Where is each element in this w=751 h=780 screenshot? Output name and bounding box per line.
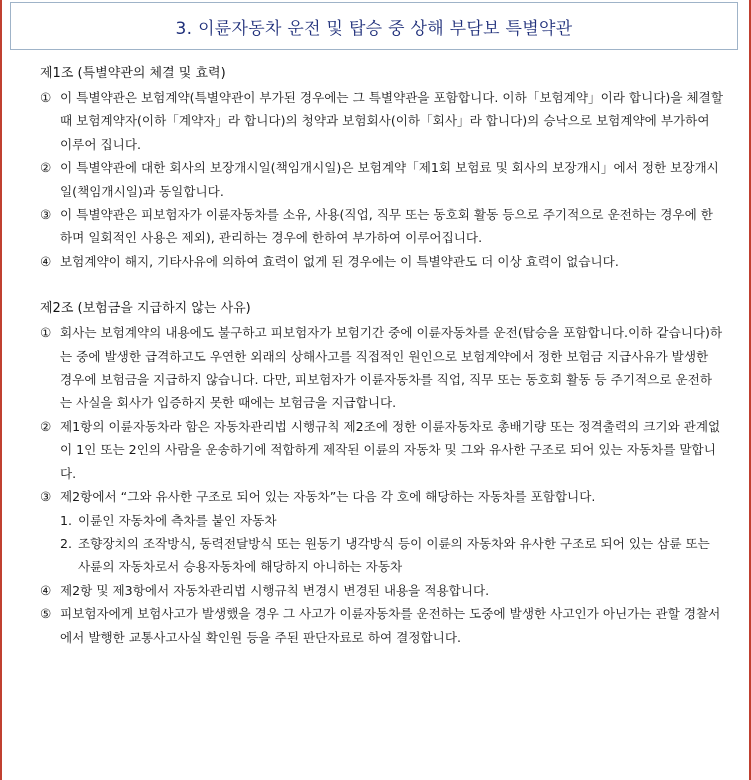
clause <box>40 485 724 508</box>
sub-clause <box>40 532 724 579</box>
clause-number: ⑤ <box>40 606 52 622</box>
clause-text: 제2항에서 “그와 유사한 구조로 되어 있는 자동차”는 다음 각 호에 해당하는 자동차를 포함합니다. <box>60 489 596 505</box>
clause <box>40 86 724 156</box>
clause-text: 이 특별약관은 보험계약(특별약관이 부가된 경우에는 그 특별약관을 포함합니다. 이하「보험계약」이라 합니다)을 체결할 때 보험계약자(이하「계약자」라 합니다)의 청약과 보험회사(이하「회사」라 합니다)의 승낙으로 보험계약에 부가하여 이루어 집니다. <box>60 90 723 152</box>
clause-number: ④ <box>40 253 52 269</box>
clause <box>40 321 724 415</box>
sub-clause-text: 이륜인 자동차에 측차를 붙인 자동차 <box>78 512 277 528</box>
sub-clause-number: 2. <box>60 535 73 551</box>
clause-number: ① <box>40 325 52 341</box>
clause-text: 회사는 보험계약의 내용에도 불구하고 피보험자가 보험기간 중에 이륜자동차를 운전(탑승을 포함합니다.이하 같습니다)하는 중에 발생한 급격하고도 우연한 외래의 상해사고를 직접적인 원인으로 보험계약에서 정한 보험금 지급사유가 발생한 경우에 보험금을 지급하지 않습니다. 다만, 피보험자가 이륜자동차를 직업, 직무 또는 동호회 활동 등 주기적으로 운전하는 사실을 회사가 입증하지 못한 때에는 보험금을 지급합니다. <box>60 325 723 411</box>
clause <box>40 415 724 485</box>
clause-text: 보험계약이 해지, 기타사유에 의하여 효력이 없게 된 경우에는 이 특별약관도 더 이상 효력이 없습니다. <box>60 253 619 269</box>
clause-text: 이 특별약관은 피보험자가 이륜자동차를 소유, 사용(직업, 직무 또는 동호회 활동 등으로 주기적으로 운전하는 경우에 한하며 일회적인 사용은 제외), 관리하는 경우에 한하여 부가하여 이루어집니다. <box>60 207 713 246</box>
clause-number: ④ <box>40 582 52 598</box>
sub-clause <box>40 509 724 532</box>
clause-text: 제2항 및 제3항에서 자동차관리법 시행규칙 변경시 변경된 내용을 적용합니다. <box>60 582 490 598</box>
clause <box>40 579 724 602</box>
clause-text: 이 특별약관에 대한 회사의 보장개시일(책임개시일)은 보험계약「제1회 보험료 및 회사의 보장개시」에서 정한 보장개시일(책임개시일)과 동일합니다. <box>60 160 719 199</box>
clause <box>40 602 724 649</box>
sub-clause-number: 1. <box>60 512 73 528</box>
clause <box>40 250 724 273</box>
article-heading: 제1조 (특별약관의 체결 및 효력) <box>40 66 226 81</box>
document-title: 3. 이륜자동차 운전 및 탑승 중 상해 부담보 특별약관 <box>175 18 573 39</box>
title-box <box>10 2 738 50</box>
clause-number: ① <box>40 90 52 105</box>
document-body <box>40 62 724 649</box>
clause-number: ③ <box>40 207 52 223</box>
article-1 <box>40 62 724 273</box>
clause-number: ② <box>40 418 52 434</box>
clause <box>40 156 724 203</box>
sub-clause-text: 조향장치의 조작방식, 동력전달방식 또는 원동기 냉각방식 등이 이륜의 자동차와 유사한 구조로 되어 있는 삼륜 또는 사륜의 자동차로서 승용자동차에 해당하지 아니하는 자동차 <box>78 535 710 575</box>
clause-text: 피보험자에게 보험사고가 발생했을 경우 그 사고가 이륜자동차를 운전하는 도중에 발생한 사고인가 아닌가는 관할 경찰서에서 발행한 교통사고사실 확인원 등을 주된 판단자료로 하여 결정합니다. <box>60 606 721 645</box>
clause-number: ② <box>40 160 52 176</box>
article-2 <box>40 297 724 649</box>
clause <box>40 203 724 250</box>
article-heading: 제2조 (보험금을 지급하지 않는 사유) <box>40 301 251 317</box>
clause-text: 제1항의 이륜자동차라 함은 자동차관리법 시행규칙 제2조에 정한 이륜자동차로 총배기량 또는 정격출력의 크기와 관계없이 1인 또는 2인의 사람을 운송하기에 적합하게 제작된 이륜의 자동차 및 그와 유사한 구조로 되어 있는 자동차를 말합니다. <box>60 418 721 481</box>
clause-number: ③ <box>40 489 52 505</box>
